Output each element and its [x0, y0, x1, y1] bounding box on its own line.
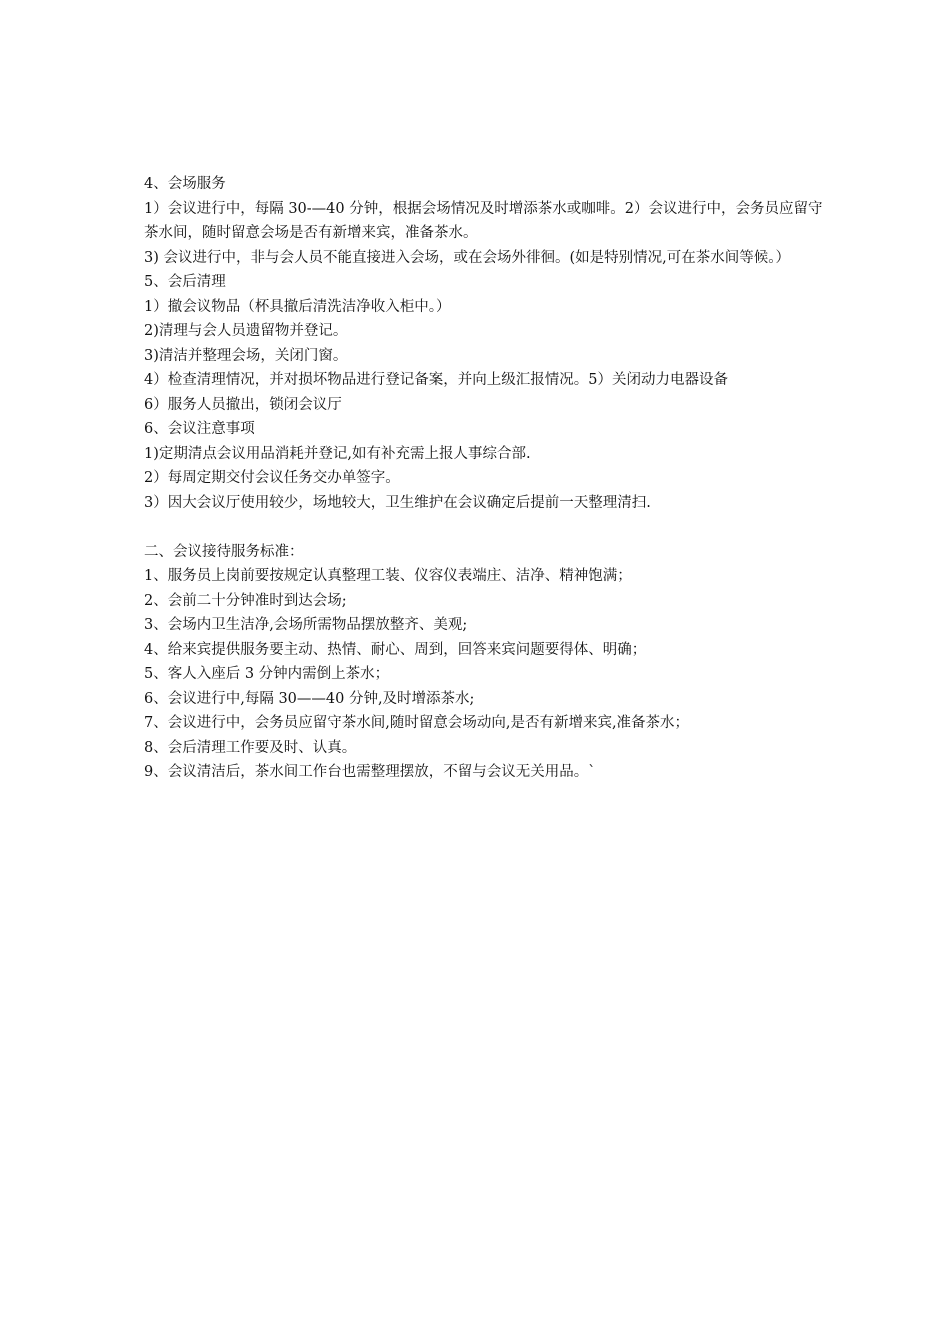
- standard-item-5: 5、客人入座后 3 分钟内需倒上茶水；: [144, 666, 390, 682]
- document-body: [144, 172, 824, 785]
- cleanup-item-3: 3)清洁并整理会场，关闭门窗。: [144, 347, 348, 364]
- heading-meeting-notes: 6、会议注意事项: [144, 421, 255, 437]
- section-spacer: [144, 515, 824, 540]
- heading-post-meeting-cleanup: 5、会后清理: [144, 274, 226, 290]
- heading-venue-service: 4、会场服务: [144, 176, 226, 192]
- notes-item-1: 1)定期清点会议用品消耗并登记,如有补充需上报人事综合部.: [144, 445, 531, 462]
- standard-item-7: 7、会议进行中，会务员应留守茶水间,随时留意会场动向,是否有新增来宾,准备茶水；: [144, 715, 690, 731]
- standard-item-8: 8、会后清理工作要及时、认真。: [144, 739, 357, 756]
- paragraph-venue-item-3: 3) 会议进行中，非与会人员不能直接进入会场，或在会场外徘徊。(如是特别情况,可在茶水间等候。）: [144, 249, 791, 266]
- standard-item-6: 6、会议进行中,每隔 30——40 分钟,及时增添茶水;: [144, 690, 475, 707]
- notes-item-2: 2）每周定期交付会议任务交办单签字。: [144, 470, 400, 486]
- cleanup-item-6: 6）服务人员撤出，锁闭会议厅: [144, 396, 342, 413]
- notes-item-3: 3）因大会议厅使用较少，场地较大，卫生维护在会议确定后提前一天整理清扫.: [144, 494, 651, 511]
- standard-item-2: 2、会前二十分钟准时到达会场;: [144, 592, 347, 609]
- heading-reception-standards: 二、会议接待服务标准：: [144, 543, 304, 560]
- cleanup-item-1: 1）撤会议物品（杯具撤后清洗洁净收入柜中。）: [144, 298, 451, 315]
- standard-item-1: 1、服务员上岗前要按规定认真整理工装、仪容仪表端庄、洁净、精神饱满；: [144, 568, 632, 584]
- cleanup-item-2: 2)清理与会人员遗留物并登记。: [144, 323, 348, 339]
- cleanup-item-4-5: 4）检查清理情况，并对损坏物品进行登记备案，并向上级汇报情况。5）关闭动力电器设备: [144, 372, 728, 388]
- standard-item-4: 4、给来宾提供服务要主动、热情、耐心、周到，回答来宾问题要得体、明确；: [144, 641, 647, 658]
- standard-item-3: 3、会场内卫生洁净,会场所需物品摆放整齐、美观;: [144, 617, 468, 633]
- paragraph-venue-item-1-2: 1）会议进行中，每隔 30-—40 分钟，根据会场情况及时增添茶水或咖啡。2）会议进行中，会务员应留守茶水间，随时留意会场是否有新增来宾，准备茶水。: [144, 200, 823, 241]
- standard-item-9: 9、会议清洁后，茶水间工作台也需整理摆放，不留与会议无关用品。`: [144, 764, 596, 780]
